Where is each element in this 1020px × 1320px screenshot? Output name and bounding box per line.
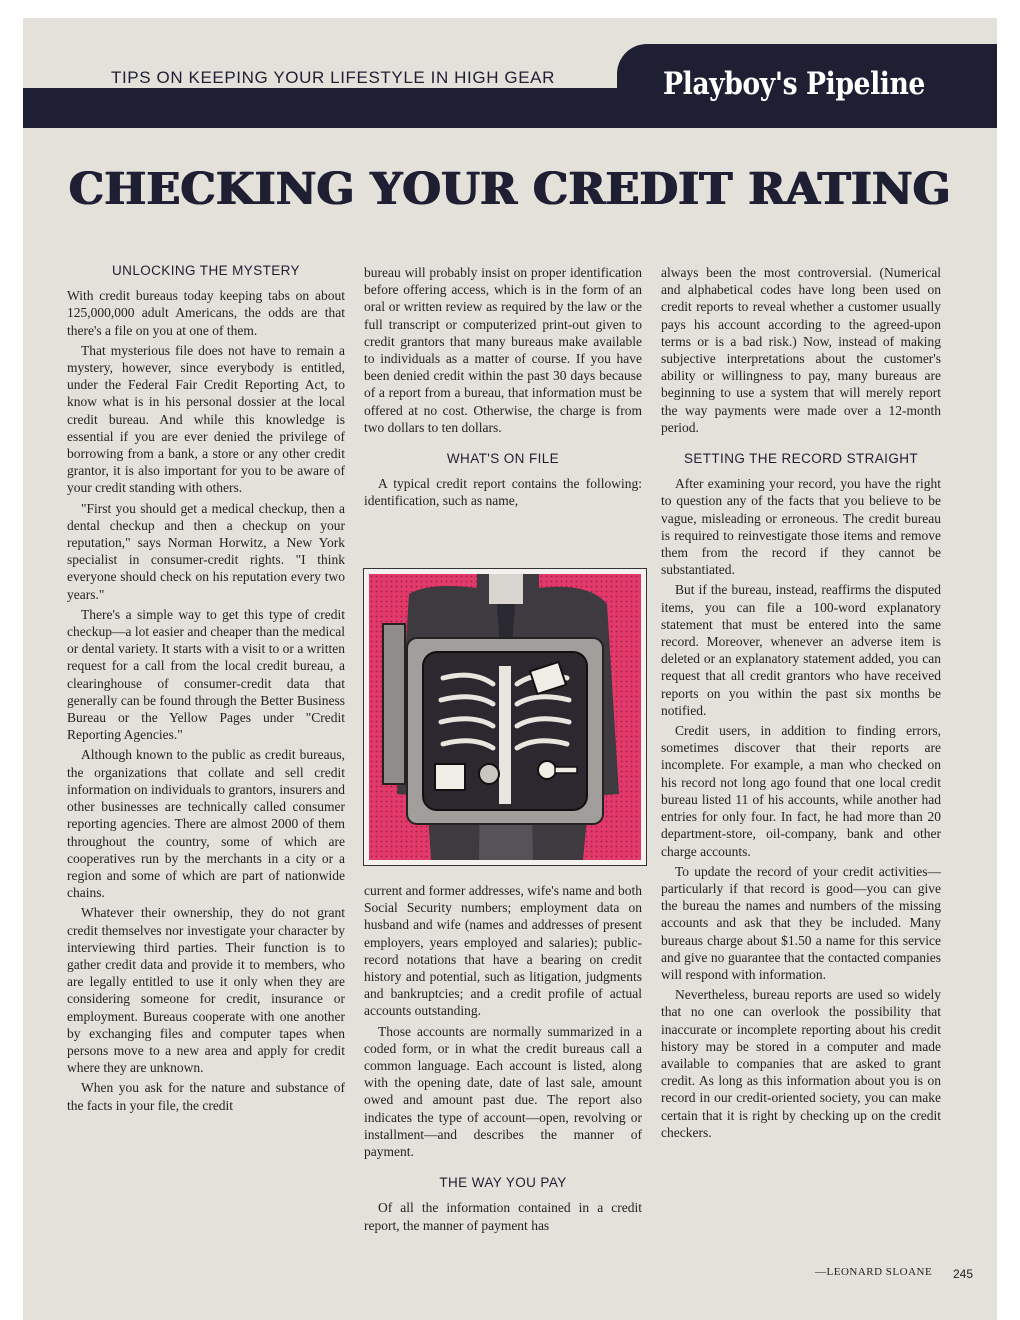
column-2-top bbox=[364, 264, 642, 513]
paragraph: But if the bureau, instead, reaffirms the disputed items, you can file a 100-word explanatory statement that must be entered into the same record. Moreover, whenever an adverse item is deleted or an explanatory statement added, you can request that all credit grantors who have received reports on you within the past six months be notified. bbox=[661, 582, 941, 718]
article-illustration bbox=[363, 568, 647, 866]
paragraph: That mysterious file does not have to remain a mystery, however, since everybody is entitled, under the Federal Fair Credit Reporting Act, to know what is in his personal dossier at the local credit bureau. And while this knowledge is essential if you are ever denied the privilege of borrowing from a bank, a store or any other credit grantor, it is also important for you to be aware of your credit standing with others. bbox=[67, 342, 345, 496]
paragraph: A typical credit report contains the following: identification, such as name, bbox=[364, 476, 642, 509]
column-2-bottom bbox=[364, 882, 642, 1237]
column-3 bbox=[661, 264, 941, 1144]
department-title: Playboy's Pipeline bbox=[663, 66, 925, 102]
paragraph: After examining your record, you have the right to question any of the facts that you believe to be vague, misleading or erroneous. The credit bureau is required to reinvestigate those items and remove them from the record if they cannot be substantiated. bbox=[661, 476, 941, 578]
paragraph: Those accounts are normally summarized in a coded form, or in what the credit bureaus call a common language. Each account is listed, along with the opening date, date of last sale, amount owed and amount past due. The report also indicates the type of account—open, revolving or installment—and describes the manner of payment. bbox=[364, 1023, 642, 1160]
paragraph: To update the record of your credit activities—particularly if that record is good—you can give the bureau the names and numbers of the missing accounts and ask that they be included. Many bureaus charge about $1.50 a name for this service and give no guarantee that the contacted companies will respond with information. bbox=[661, 863, 941, 982]
section-tagline: TIPS ON KEEPING YOUR LIFESTYLE IN HIGH GEAR bbox=[111, 68, 555, 87]
magazine-page bbox=[23, 18, 997, 1320]
subhead-way-you-pay: THE WAY YOU PAY bbox=[439, 1175, 567, 1191]
paragraph: Nevertheless, bureau reports are used so widely that no one can overlook the possibility that inaccurate or incomplete reporting about his credit history may be stored in a computer and made available to companies that are asked to grant credit. As long as this information about you is on record in our credit-oriented society, you can make certain that it is right by checking up on the credit checkers. bbox=[661, 987, 941, 1140]
paragraph: "First you should get a medical checkup, then a dental checkup and then a checkup on your reputation," says Norman Horwitz, a New York specialist in consumer-credit rights. "I think everyone should check on his reputation every two years." bbox=[67, 500, 345, 602]
paragraph: Credit users, in addition to finding errors, sometimes discover that their reports are incomplete. For example, a man who checked on his record not long ago found that one local credit bureau listed 11 of his accounts, while another had entries for only four. In fact, he had more than 20 department-store, oil-company, bank and other charge accounts. bbox=[661, 723, 941, 859]
paragraph: bureau will probably insist on proper identification before offering access, which is in the form of an oral or written review as required by the law or the full transcript or computerized print-out given to credit grantors that many bureaus make available to individuals as a matter of course. If you have been denied credit within the past 30 days because of a report from a bureau, that information must be offered at no cost. Otherwise, the charge is from two dollars to ten dollars. bbox=[364, 265, 642, 435]
paragraph: Whatever their ownership, they do not grant credit themselves nor investigate your character by interviewing third parties. Their function is to gather credit data and provide it to members, who are legally entitled to use it only when they are considering someone for credit, insurance or employment. Bureaus cooperate with one another by exchanging files and computer tapes when persons move to a new area and apply for credit where they are unknown. bbox=[67, 905, 345, 1076]
subhead-setting-record: SETTING THE RECORD STRAIGHT bbox=[683, 451, 919, 467]
article-headline: CHECKING YOUR CREDIT RATING bbox=[69, 164, 951, 215]
paragraph: Of all the information contained in a credit report, the manner of payment has bbox=[364, 1200, 642, 1233]
man-with-safe-xray-illustration bbox=[369, 574, 641, 860]
subhead-unlocking: UNLOCKING THE MYSTERY bbox=[112, 263, 300, 278]
paragraph: With credit bureaus today keeping tabs on about 125,000,000 adult Americans, the odds are that there's a file on you at one of them. bbox=[67, 288, 345, 338]
paragraph: current and former addresses, wife's name and both Social Security numbers; employment data on husband and wife (names and addresses of present employers, years employed and salaries); public-record notations that have a bearing on credit history and potential, such as litigation, judgments and bankruptcies; and a credit profile of actual accounts outstanding. bbox=[364, 883, 642, 1019]
column-1 bbox=[67, 262, 345, 1117]
paragraph: When you ask for the nature and substance of the facts in your file, the credit bbox=[67, 1080, 345, 1113]
paragraph: always been the most controversial. (Numerical and alphabetical codes have long been used on credit reports to reveal whether a customer usually pays his account according to the agreed-upon terms or is a bad risk.) Now, instead of making subjective interpretations about the customer's ability or willingness to pay, many bureaus are beginning to use a system that will merely report the way payments were made over a 12-month period. bbox=[661, 265, 941, 435]
author-byline: —LEONARD SLOANE bbox=[815, 1266, 933, 1278]
page-number: 245 bbox=[953, 1267, 974, 1281]
subhead-whats-on-file: WHAT'S ON FILE bbox=[446, 451, 560, 467]
paragraph: There's a simple way to get this type of credit checkup—a lot easier and cheaper than the medical or dental variety. It starts with a visit to or a written request for a call from the local credit bureau, a clearinghouse of consumer-credit data that generally can be found through the Better Business Bureau or the Yellow Pages under "Credit Reporting Agencies." bbox=[67, 606, 345, 743]
paragraph: Although known to the public as credit bureaus, the organizations that collate and sell credit information on individuals to grantors, insurers and other businesses are technically called consumer reporting agencies. There are almost 2000 of them throughout the country, some of which are cooperatives run by the merchants in a city or a region and some of which are part of nationwide chains. bbox=[67, 747, 345, 901]
